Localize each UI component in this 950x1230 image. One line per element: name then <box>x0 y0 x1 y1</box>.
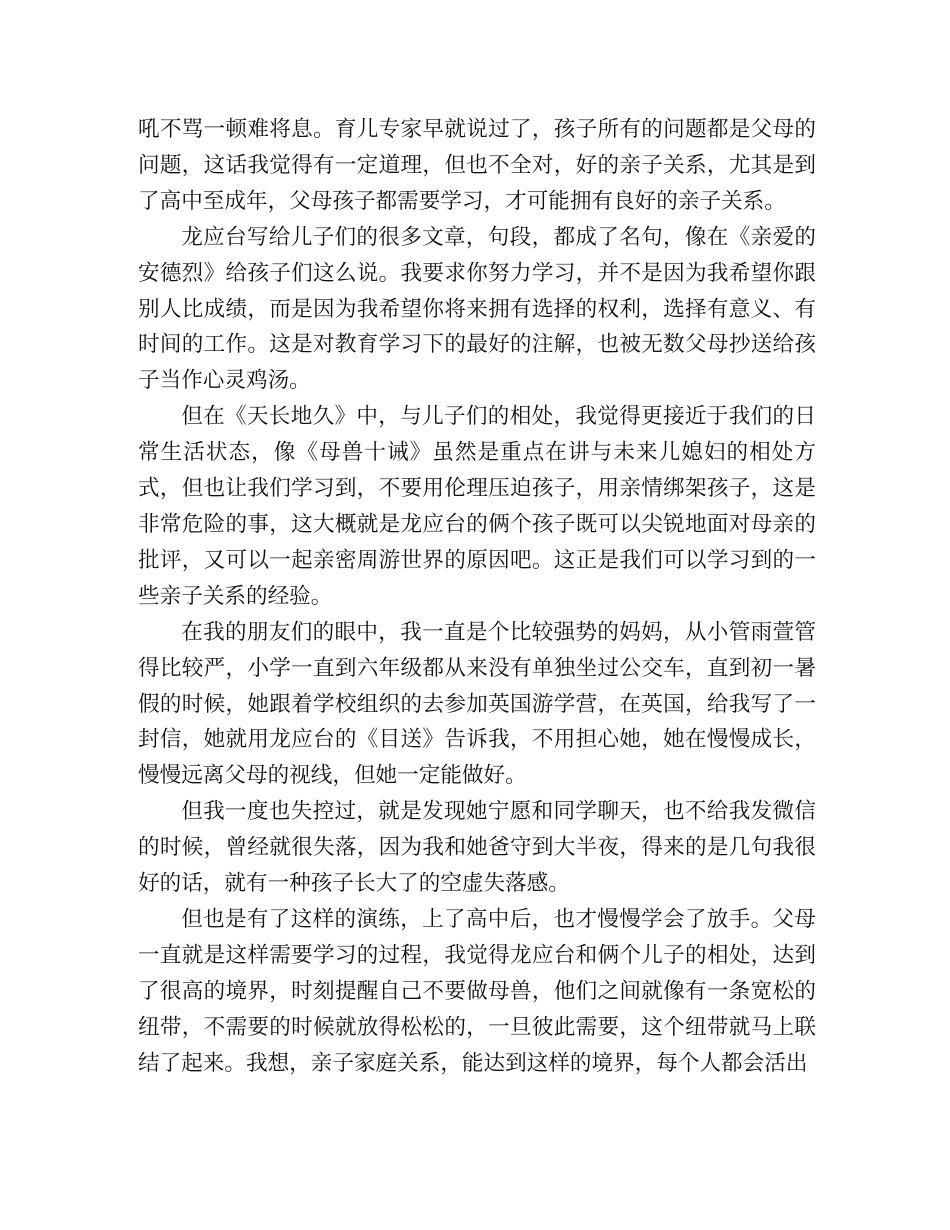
paragraph-1: 吼不骂一顿难将息。育儿专家早就说过了，孩子所有的问题都是父母的问题，这话我觉得有一定道理，但也不全对，好的亲子关系，尤其是到了高中至成年，父母孩子都需要学习，才可能拥有良好的亲子关系。 <box>138 117 816 214</box>
paragraph-2: 龙应台写给儿子们的很多文章，句段，都成了名句，像在《亲爱的安德烈》给孩子们这么说。我要求你努力学习，并不是因为我希望你跟别人比成绩，而是因为我希望你将来拥有选择的权利，选择有意义、有时间的工作。这是对教育学习下的最好的注解，也被无数父母抄送给孩子当作心灵鸡汤。 <box>138 224 816 394</box>
paragraph-5: 但我一度也失控过，就是发现她宁愿和同学聊天，也不给我发微信的时候，曾经就很失落，因为我和她爸守到大半夜，得来的是几句我很好的话，就有一种孩子长大了的空虚失落感。 <box>138 799 816 897</box>
paragraph-6: 但也是有了这样的演练，上了高中后，也才慢慢学会了放手。父母一直就是这样需要学习的过程，我觉得龙应台和俩个儿子的相处，达到了很高的境界，时刻提醒自己不要做母兽，他们之间就像有一条宽松的纽带，不需要的时候就放得松松的，一旦彼此需要，这个纽带就马上联结了起来。我想，亲子家庭关系，能达到这样的境界，每个人都会活出 <box>138 906 816 1076</box>
paragraph-3: 但在《天长地久》中，与儿子们的相处，我觉得更接近于我们的日常生活状态，像《母兽十诫》虽然是重点在讲与未来儿媳妇的相处方式，但也让我们学习到，不要用伦理压迫孩子，用亲情绑架孩子，这是非常危险的事，这大概就是龙应台的俩个孩子既可以尖锐地面对母亲的批评，又可以一起亲密周游世界的原因吧。这正是我们可以学习到的一些亲子关系的经验。 <box>138 404 816 609</box>
document-body <box>138 112 816 1081</box>
paragraph-4: 在我的朋友们的眼中，我一直是个比较强势的妈妈，从小管雨萱管得比较严，小学一直到六年级都从来没有单独坐过公交车，直到初一暑假的时候，她跟着学校组织的去参加英国游学营，在英国，给我写了一封信，她就用龙应台的《目送》告诉我，不用担心她，她在慢慢成长，慢慢远离父母的视线，但她一定能做好。 <box>138 619 816 789</box>
